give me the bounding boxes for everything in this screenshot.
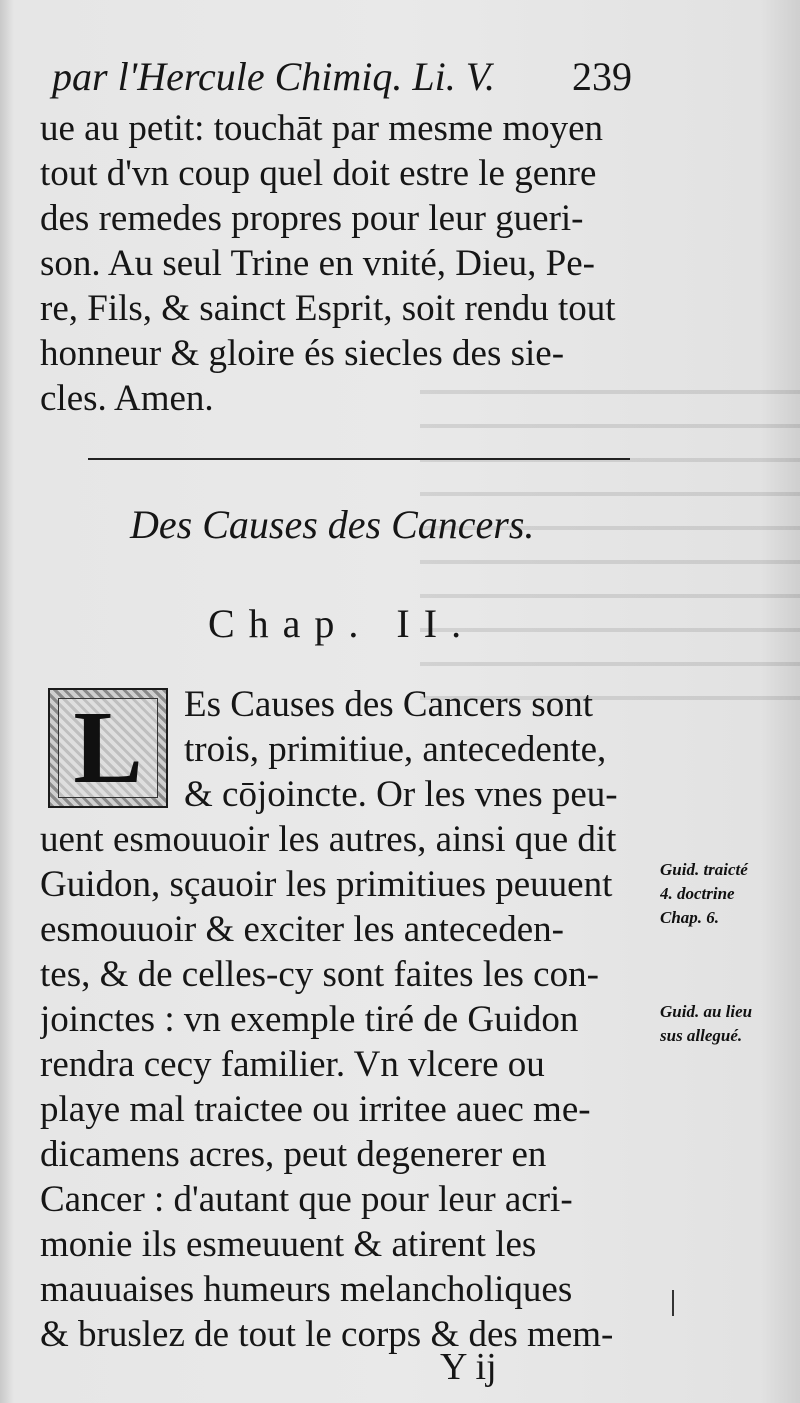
signature-mark: Y ij bbox=[440, 1346, 497, 1388]
margin-note-line: Guid. au lieu bbox=[660, 1002, 753, 1021]
text-line: tout d'vn coup quel doit estre le genre bbox=[40, 153, 597, 194]
ornamental-drop-cap bbox=[48, 688, 168, 808]
text-line: Guidon, sçauoir les primitiues peuuent bbox=[40, 864, 613, 905]
text-line: uent esmouuoir les autres, ainsi que dit bbox=[40, 819, 617, 860]
margin-note-line: Guid. traicté bbox=[660, 860, 748, 879]
text-line: re, Fils, & sainct Esprit, soit rendu tout bbox=[40, 288, 616, 329]
margin-mark bbox=[672, 1290, 674, 1316]
continuation-paragraph bbox=[40, 106, 650, 421]
text-line: des remedes propres pour leur gueri- bbox=[40, 198, 584, 239]
text-line: playe mal traictee ou irritee auec me- bbox=[40, 1089, 591, 1130]
text-line: tes, & de celles-cy sont faites les con- bbox=[40, 954, 599, 995]
text-line: son. Au seul Trine en vnité, Dieu, Pe- bbox=[40, 243, 595, 284]
text-line: trois, primitiue, antecedente, bbox=[184, 729, 607, 770]
page-number: 239 bbox=[572, 54, 632, 99]
margin-note-line: sus allegué. bbox=[660, 1026, 743, 1045]
drop-cap-letter: L bbox=[73, 690, 143, 805]
text-line: honneur & gloire és siecles des sie- bbox=[40, 333, 565, 374]
text-line: cles. Amen. bbox=[40, 378, 214, 419]
margin-note-citation bbox=[660, 858, 798, 930]
text-line: & bruslez de tout le corps & des mem- bbox=[40, 1314, 614, 1355]
drop-cap-paragraph bbox=[184, 682, 644, 817]
text-line: Es Causes des Cancers sont bbox=[184, 684, 593, 725]
section-title: Des Causes des Cancers. bbox=[130, 502, 535, 547]
text-line: ue au petit: touchāt par mesme moyen bbox=[40, 108, 604, 149]
margin-note-line: Chap. 6. bbox=[660, 908, 720, 927]
text-line: joinctes : vn exemple tiré de Guidon bbox=[40, 999, 579, 1040]
running-title: par l'Hercule Chimiq. Li. V. bbox=[52, 54, 496, 99]
text-line: esmouuoir & exciter les anteceden- bbox=[40, 909, 564, 950]
text-line: rendra cecy familier. Vn vlcere ou bbox=[40, 1044, 545, 1085]
margin-note-reference bbox=[660, 1000, 798, 1048]
text-line: mauuaises humeurs melancholiques bbox=[40, 1269, 573, 1310]
text-line: & cōjoincte. Or les vnes peu- bbox=[184, 774, 618, 815]
chapter-heading: Chap. II. bbox=[208, 601, 476, 646]
section-divider bbox=[88, 458, 630, 460]
body-paragraph bbox=[40, 817, 650, 1357]
text-line: Cancer : d'autant que pour leur acri- bbox=[40, 1179, 573, 1220]
text-line: dicamens acres, peut degenerer en bbox=[40, 1134, 547, 1175]
margin-note-line: 4. doctrine bbox=[660, 884, 735, 903]
running-header bbox=[52, 52, 642, 102]
text-line: monie ils esmeuuent & atirent les bbox=[40, 1224, 537, 1265]
